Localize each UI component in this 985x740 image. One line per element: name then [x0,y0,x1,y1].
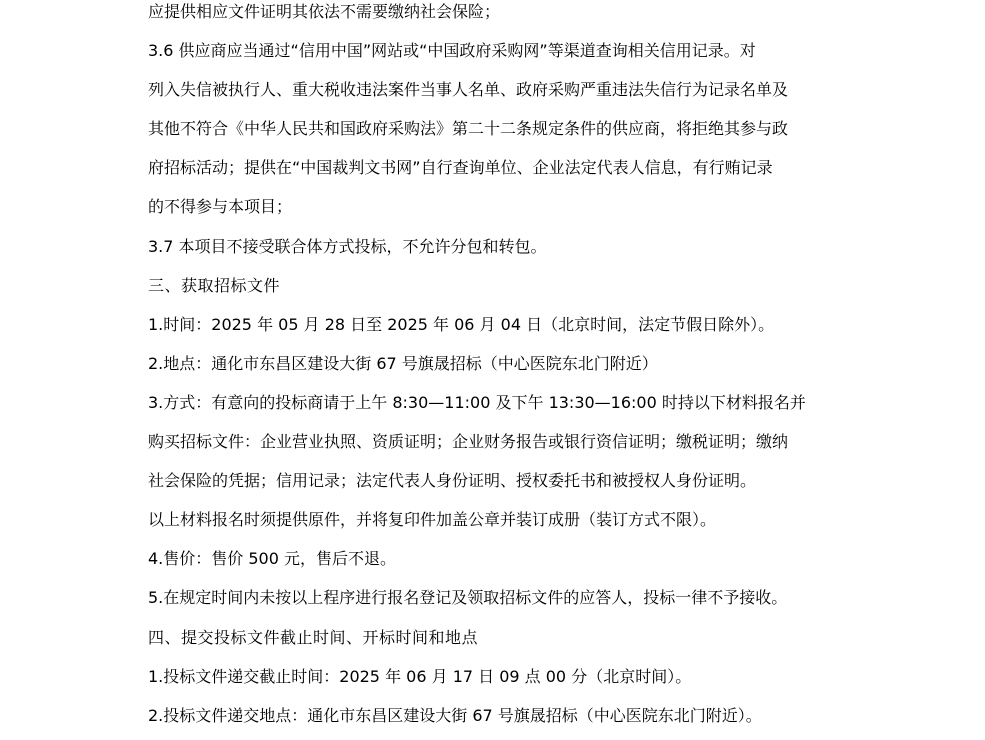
text-line: 以上材料报名时须提供原件，并将复印件加盖公章并装订成册（装订方式不限）。 [148,510,717,530]
text-line: 5.在规定时间内未按以上程序进行报名登记及领取招标文件的应答人，投标一律不予接收。 [148,588,788,608]
text-line: 2.地点：通化市东昌区建设大街 67 号旗晟招标（中心医院东北门附近） [148,353,658,373]
text-line: 1.时间：2025 年 05 月 28 日至 2025 年 06 月 04 日（北京时间，法定节假日除外）。 [148,314,775,334]
text-line: 1.投标文件递交截止时间：2025 年 06 月 17 日 09 点 00 分（北京时间）。 [148,666,692,686]
section-heading: 三、获取招标文件 [148,275,281,295]
text-line: 3.7 本项目不接受联合体方式投标，不允许分包和转包。 [148,236,547,256]
document-body [148,0,848,740]
text-line: 应提供相应文件证明其依法不需要缴纳社会保险； [148,2,501,21]
text-line: 3.方式：有意向的投标商请于上午 8:30—11:00 及下午 13:30—16:00 时持以下材料报名并 [148,392,806,412]
text-line: 其他不符合《中华人民共和国政府采购法》第二十二条规定条件的供应商，将拒绝其参与政 [148,119,789,139]
text-line: 府招标活动；提供在“中国裁判文书网”自行查询单位、企业法定代表人信息，有行贿记录 [148,158,773,178]
text-line: 3.6 供应商应当通过“信用中国”网站或“中国政府采购网”等渠道查询相关信用记录。对 [148,41,756,61]
text-line: 的不得参与本项目； [148,197,293,217]
text-line: 社会保险的凭据；信用记录；法定代表人身份证明、授权委托书和被授权人身份证明。 [148,471,757,491]
text-line: 购买招标文件：企业营业执照、资质证明；企业财务报告或银行资信证明；缴税证明；缴纳 [148,432,789,452]
text-line: 2.投标文件递交地点：通化市东昌区建设大街 67 号旗晟招标（中心医院东北门附近）。 [148,705,762,725]
text-line: 4.售价：售价 500 元，售后不退。 [148,549,396,569]
text-line: 列入失信被执行人、重大税收违法案件当事人名单、政府采购严重违法失信行为记录名单及 [148,80,789,100]
section-heading: 四、提交投标文件截止时间、开标时间和地点 [148,627,479,647]
